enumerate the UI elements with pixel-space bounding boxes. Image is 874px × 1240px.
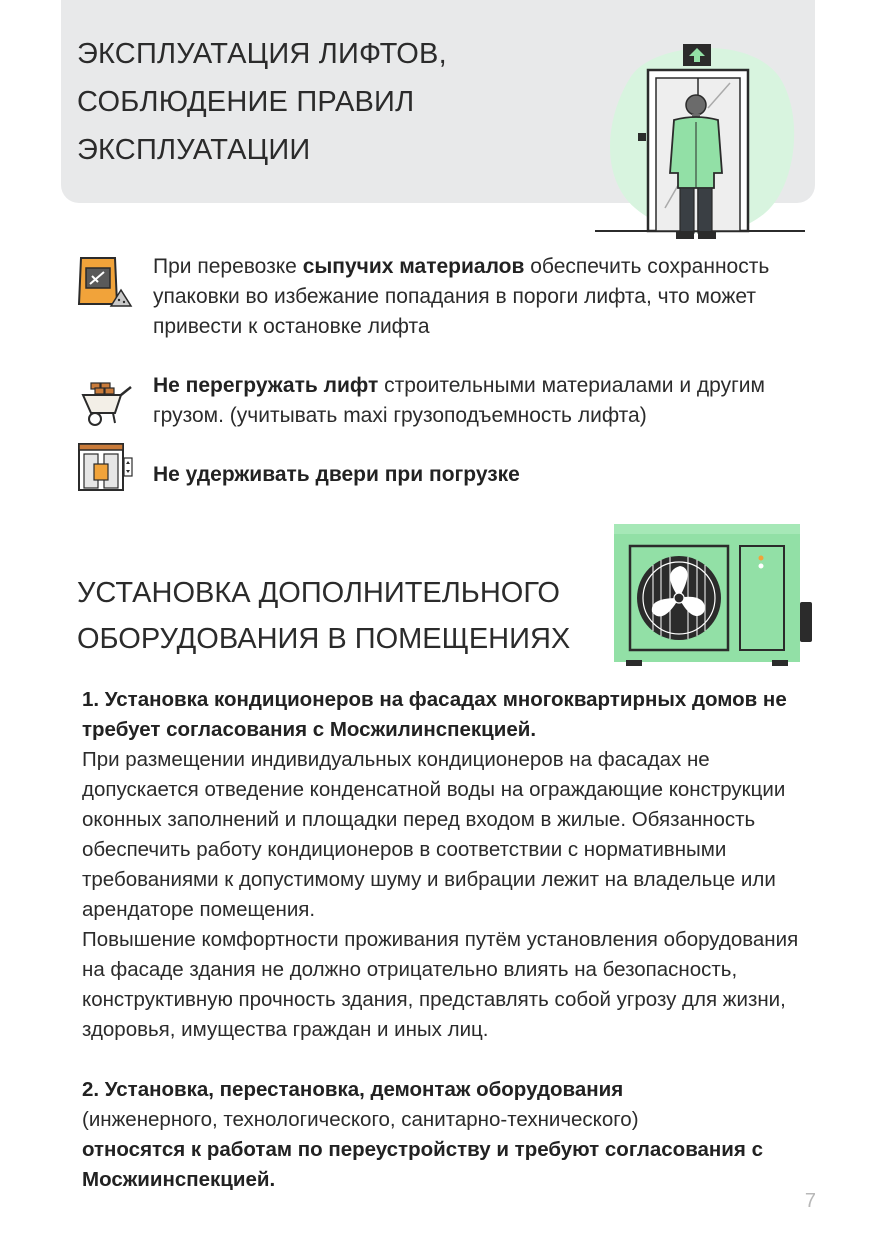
- air-conditioner-illustration: [608, 520, 816, 670]
- paragraph-heading: 2. Установка, перестановка, демонтаж оборудования: [82, 1078, 624, 1101]
- page-number: 7: [804, 1190, 816, 1212]
- wheelbarrow-bricks-icon: [77, 373, 133, 429]
- paragraph-text: Повышение комфортности проживания путём установления оборудования на фасаде здания не должно отрицательно влиять на безопасность, конструктивную прочность здания, представлять собой угрозу для жизни, здоровья, имущества граждан и иных лиц.: [82, 928, 799, 1041]
- rule-emphasis: Не удерживать двери при погрузке: [153, 463, 520, 486]
- page-title: ЭКСПЛУАТАЦИЯ ЛИФТОВ, СОБЛЮДЕНИЕ ПРАВИЛ ЭКСПЛУАТАЦИИ: [77, 38, 447, 166]
- cement-bag-icon: [77, 254, 133, 310]
- paragraph-equipment: [82, 1075, 812, 1195]
- elevator-person-illustration: [590, 38, 810, 248]
- rule-emphasis: Не перегружать лифт: [153, 374, 379, 397]
- paragraph-text: (инженерного, технологического, санитарно-технического): [82, 1108, 639, 1131]
- paragraph-emphasis: относятся к работам по переустройству и требуют согласования с Мосжиинспекцией.: [82, 1138, 763, 1191]
- paragraph-air-conditioners: [82, 685, 812, 1045]
- section-title: УСТАНОВКА ДОПОЛНИТЕЛЬНОГО ОБОРУДОВАНИЯ В ПОМЕЩЕНИЯХ: [77, 577, 571, 655]
- rule-text: При перевозке сыпучих материалов обеспечить сохранность упаковки во избежание попадания в пороги лифта, что может привести к остановке лифта: [153, 255, 770, 338]
- elevator-door-icon: [77, 440, 133, 496]
- rule-text: [153, 460, 813, 490]
- paragraph-heading: 1. Установка кондиционеров на фасадах многоквартирных домов не требует согласования с Мосжилинспекцией.: [82, 688, 787, 741]
- paragraph-text: При размещении индивидуальных кондиционеров на фасадах не допускается отведение конденсатной воды на ограждающие конструкции оконных заполнений и площадки перед входом в жилые. Обязанность обеспечить работу кондиционеров в соответствии с нормативными требованиями к допустимому шуму и вибрации лежит на владельце или арендаторе помещения.: [82, 748, 786, 921]
- rule-text: Не перегружать лифт строительными материалами и другим грузом. (учитывать maxi грузоподъемность лифта): [153, 374, 765, 427]
- rule-emphasis: сыпучих материалов: [302, 255, 525, 278]
